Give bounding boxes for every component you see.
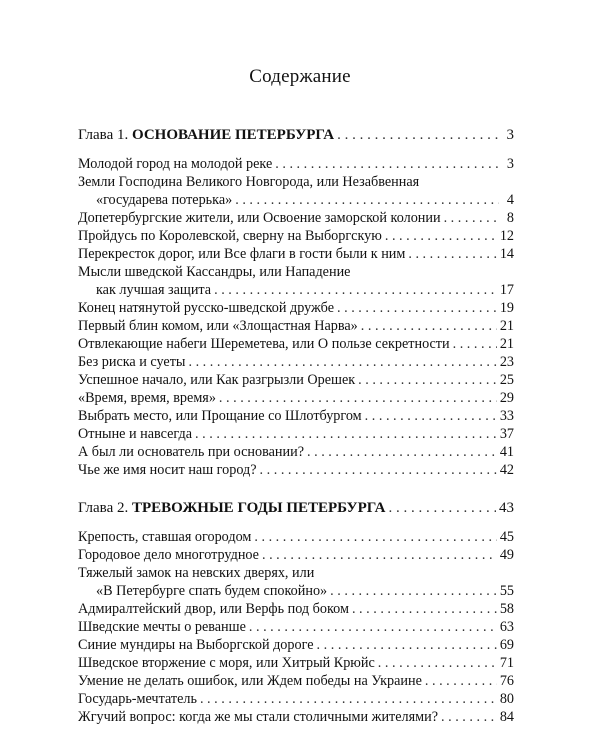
entry-title: Пройдусь по Королевской, сверну на Выборгскую <box>78 228 382 244</box>
entry-title: Успешное начало, или Как разгрызли Орешек <box>78 372 356 388</box>
toc-entry <box>78 407 514 425</box>
page-number: 21 <box>499 336 514 352</box>
chapter-title: ОСНОВАНИЕ ПЕТЕРБУРГА <box>131 127 335 143</box>
dot-leader <box>361 317 497 335</box>
dot-leader <box>453 335 497 353</box>
toc-entry <box>78 425 514 443</box>
page-number: 4 <box>506 192 514 208</box>
entry-title: Мысли шведской Кассандры, или Нападение <box>78 264 351 280</box>
page-number: 80 <box>499 691 514 707</box>
entry-title: «Время, время, время» <box>78 390 216 406</box>
page-number: 33 <box>499 408 514 424</box>
dot-leader <box>200 690 497 708</box>
toc-entry <box>78 636 514 654</box>
dot-leader <box>358 371 497 389</box>
toc-entry <box>78 335 514 353</box>
dot-leader <box>385 227 497 245</box>
toc-entry <box>78 546 514 564</box>
page-number: 23 <box>499 354 514 370</box>
page-number: 69 <box>499 637 514 653</box>
toc-entry <box>78 191 514 209</box>
toc-entry <box>78 672 514 690</box>
chapter-heading-2 <box>78 499 514 517</box>
page-number: 58 <box>499 601 514 617</box>
page-number: 19 <box>499 300 514 316</box>
toc-entry <box>78 209 514 227</box>
page-number: 8 <box>506 210 514 226</box>
toc-entry <box>78 461 514 479</box>
toc-entry <box>78 443 514 461</box>
page-number: 42 <box>499 462 514 478</box>
entry-title-continued: как лучшая защита <box>96 282 212 298</box>
toc-entry <box>78 654 514 672</box>
entry-title: Допетербургские жители, или Освоение заморской колонии <box>78 210 441 226</box>
entry-title: Без риска и суеты <box>78 354 186 370</box>
entry-title: Отвлекающие набеги Шереметева, или О пользе секретности <box>78 336 450 352</box>
page-number: 43 <box>499 500 514 516</box>
dot-leader <box>262 546 497 564</box>
toc-entry <box>78 317 514 335</box>
chapter-title: ТРЕВОЖНЫЕ ГОДЫ ПЕТЕРБУРГА <box>131 500 386 516</box>
page-number: 17 <box>499 282 514 298</box>
entry-title: Молодой город на молодой реке <box>78 156 273 172</box>
dot-leader <box>307 443 497 461</box>
chapter-prefix: Глава 1. <box>78 127 129 143</box>
dot-leader <box>444 209 499 227</box>
entry-title: Конец натянутой русско-шведской дружбе <box>78 300 335 316</box>
entry-title: Городовое дело многотрудное <box>78 547 259 563</box>
page-number: 55 <box>499 583 514 599</box>
entry-title: Шведское вторжение с моря, или Хитрый Крюйс <box>78 655 375 671</box>
entry-title: Синие мундиры на Выборгской дороге <box>78 637 314 653</box>
entry-title: Умение не делать ошибок, или Ждем победы на Украине <box>78 673 422 689</box>
page-number: 41 <box>499 444 514 460</box>
dot-leader <box>249 618 497 636</box>
dot-leader <box>365 407 497 425</box>
toc-entry <box>78 618 514 636</box>
dot-leader <box>337 126 499 144</box>
chapter-heading-1 <box>78 126 514 144</box>
entry-title: Тяжелый замок на невских дверях, или <box>78 565 315 581</box>
dot-leader <box>254 528 496 546</box>
entry-title: Чье же имя носит наш город? <box>78 462 257 478</box>
page-number: 45 <box>499 529 514 545</box>
dot-leader <box>408 245 496 263</box>
page-number: 63 <box>499 619 514 635</box>
dot-leader <box>425 672 497 690</box>
toc-entry <box>78 227 514 245</box>
toc-entry <box>78 353 514 371</box>
page-number: 84 <box>499 709 514 725</box>
toc-entry <box>78 155 514 173</box>
page-number: 12 <box>499 228 514 244</box>
toc-entry <box>78 582 514 600</box>
toc-entry <box>78 299 514 317</box>
toc-entry <box>78 690 514 708</box>
entry-title: Крепость, ставшая огородом <box>78 529 252 545</box>
dot-leader <box>330 582 497 600</box>
page-number: 3 <box>506 127 514 143</box>
entry-title: Государь-мечтатель <box>78 691 197 707</box>
dot-leader <box>260 461 497 479</box>
page-number: 3 <box>506 156 514 172</box>
page-number: 21 <box>499 318 514 334</box>
toc-entry <box>78 708 514 726</box>
entry-title: Выбрать место, или Прощание со Шлотбургом <box>78 408 362 424</box>
dot-leader <box>388 499 496 517</box>
entry-title: Адмиралтейский двор, или Верфь под боком <box>78 601 349 617</box>
dot-leader <box>352 600 497 618</box>
entry-title: Первый блин комом, или «Злощастная Нарва» <box>78 318 358 334</box>
page-number: 29 <box>499 390 514 406</box>
dot-leader <box>235 191 499 209</box>
entry-title-continued: «В Петербурге спать будем спокойно» <box>96 583 328 599</box>
entry-title: А был ли основатель при основании? <box>78 444 304 460</box>
dot-leader <box>337 299 497 317</box>
dot-leader <box>441 708 497 726</box>
page-number: 25 <box>499 372 514 388</box>
dot-leader <box>188 353 496 371</box>
entry-title: Шведские мечты о реванше <box>78 619 246 635</box>
entry-title: Перекресток дорог, или Все флаги в гости были к ним <box>78 246 406 262</box>
dot-leader <box>317 636 497 654</box>
entry-title: Отныне и навсегда <box>78 426 193 442</box>
page-number: 49 <box>499 547 514 563</box>
chapter-prefix: Глава 2. <box>78 500 129 516</box>
dot-leader <box>214 281 497 299</box>
page-number: 71 <box>499 655 514 671</box>
toc-entry <box>78 389 514 407</box>
entry-title: Земли Господина Великого Новгорода, или Незабвенная <box>78 174 420 190</box>
dot-leader <box>275 155 499 173</box>
toc-entry <box>78 245 514 263</box>
page-number: 76 <box>499 673 514 689</box>
dot-leader <box>378 654 497 672</box>
page-title: Содержание <box>249 66 351 87</box>
toc-entry <box>78 371 514 389</box>
toc-entry <box>78 600 514 618</box>
dot-leader <box>219 389 497 407</box>
entry-title-continued: «государева потерька» <box>96 192 233 208</box>
entry-title: Жгучий вопрос: когда же мы стали столичными жителями? <box>78 709 439 725</box>
dot-leader <box>195 425 497 443</box>
toc-entry <box>78 281 514 299</box>
page-number: 14 <box>499 246 514 262</box>
page-number: 37 <box>499 426 514 442</box>
toc-entry <box>78 528 514 546</box>
